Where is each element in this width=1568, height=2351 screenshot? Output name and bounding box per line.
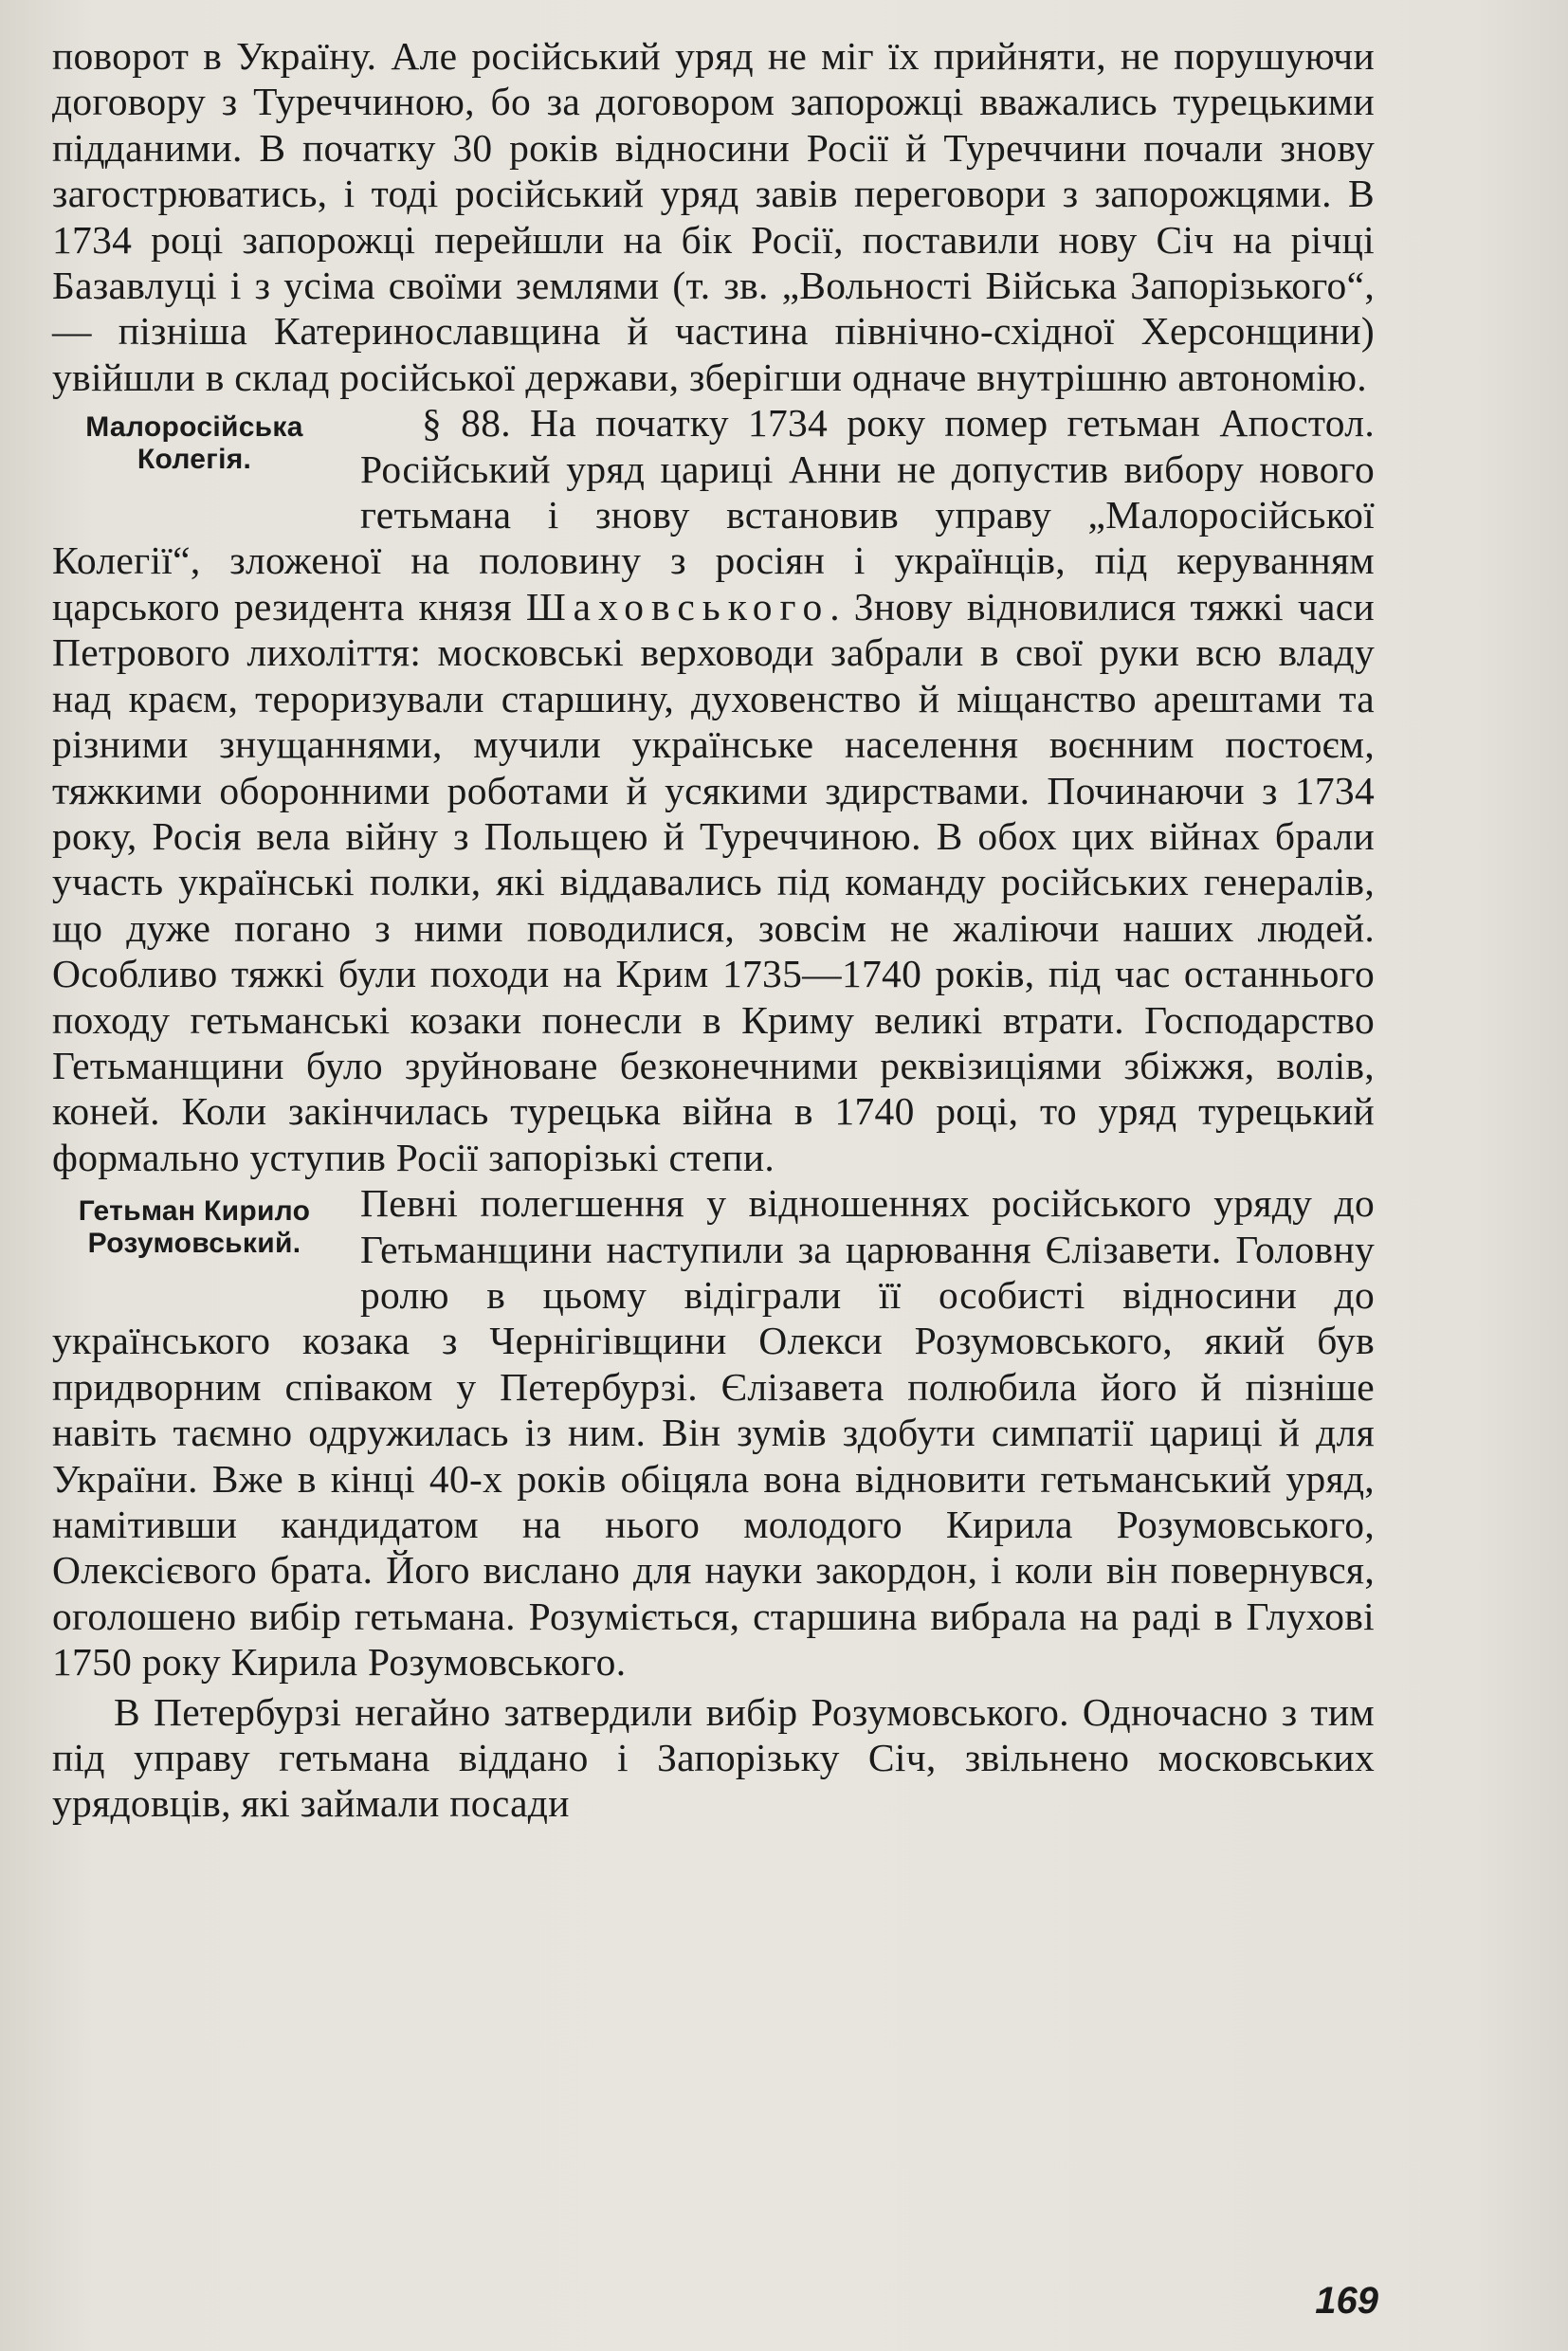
text-column xyxy=(52,33,1375,1827)
margin-heading-maloros-kolegia: Малоросійська Колегія. xyxy=(85,411,303,476)
paragraph-4: В Петербурзі негайно затвердили вибір Розумовського. Одночасно з тим під управу гетьмана віддано і Запорізьку Січ, звільнено московських урядовців, які займали посади xyxy=(52,1689,1375,1826)
paragraph-3: Певні полегшення у відношеннях російського уряду до Гетьманщини наступили за царювання Єлізавети. Головну ролю в цьому відіграли її особисті відносини до українського козака з Чернігівщини Олекси Розумовського, який був придворним співаком у Петербурзі. Єлізавета полюбила його й пізніше навіть таємно одружилась із ним. Він зумів здобути симпатії цариці й для України. Вже в кінці 40-х років обіцяла вона відновити гетьманський уряд, намітивши кандидатом на нього молодого Кирила Розумовського, Олексієвого брата. Його вислано для науки закордон, і коли він повернувся, оголошено вибір гетьмана. Розуміється, старшина вибрала на раді в Глухові 1750 року Кирила Розумовського. xyxy=(52,1181,1375,1685)
margin-heading-hetman-rozumovskyi: Гетьман Кирило Розумовський. xyxy=(78,1195,311,1260)
name-shakhovskyi: Шаховського xyxy=(525,584,830,629)
paragraph-1: поворот в Україну. Але російський уряд не міг їх прийняти, не порушуючи договору з Туреччиною, бо за договором запорожці вважались турецькими підданими. В початку 30 років відносини Росії й Туреччини почали знову загострюватись, і тоді російський уряд завів переговори з запорожцями. В 1734 році запорожці перейшли на бік Росії, поставили нову Січ на річці Базавлуці і з усіма своїми землями (т. зв. „Вольності Війська Запорізького“, — пізніша Катеринославщина й частина північно-східної Херсонщини) увійшли в склад російської держави, зберігши одначе внутрішню автономію. xyxy=(52,34,1375,399)
page-number: 169 xyxy=(1315,2280,1378,2322)
paragraph-2-part-1: § 88. На початку 1734 року помер гетьман Апостол. Російський уряд цариці Анни не допустив вибору нового гетьмана і знову встановив управу „Малоросійської Колегії“, зложеної на половину з росіян і українців, під керуванням царського резидента князя xyxy=(52,401,1375,629)
paragraph-2-part-2: . Знову відновилися тяжкі часи Петрового лихоліття: московські верховоди забрали в свої руки всю владу над краєм, тероризували старшину, духовенство й міщанство арештами та різними знущаннями, мучили українське населення воєнним постоєм, тяжкими оборонними роботами й усякими здирствами. Починаючи з 1734 року, Росія вела війну з Польщею й Туреччиною. В обох цих війнах брали участь українські полки, які віддавались під команду російських генералів, що дуже погано з ними поводилися, зовсім не жаліючи наших людей. Особливо тяжкі були походи на Крим 1735—1740 років, під час останнього походу гетьманські козаки понесли в Криму великі втрати. Господарство Гетьманщини було зруйноване безконечними реквізиціями збіжжя, волів, коней. Коли закінчилась турецька війна в 1740 році, то уряд турецький формально уступив Росії запорізькі степи. xyxy=(52,584,1375,1179)
